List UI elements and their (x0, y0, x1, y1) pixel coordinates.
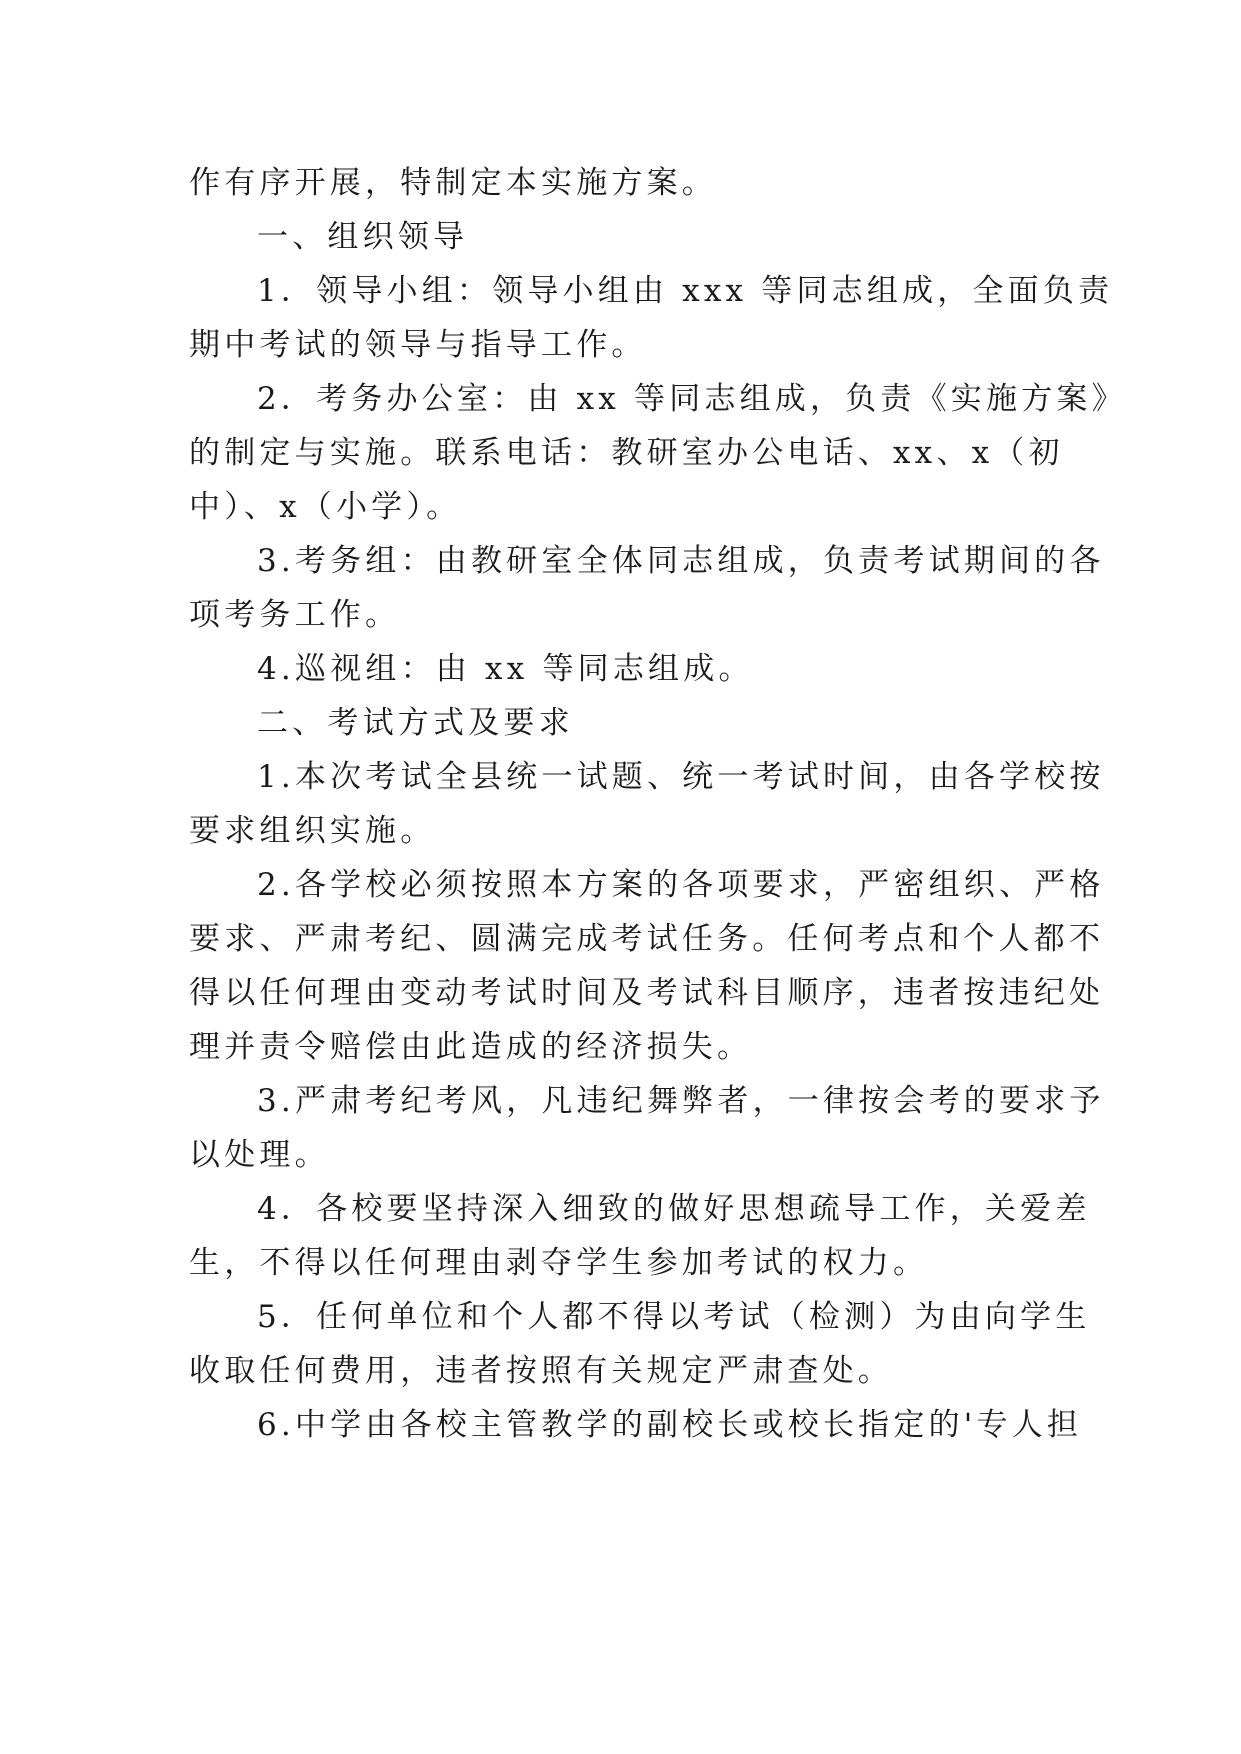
text-line: 的制定与实施。联系电话：教研室办公电话、xx、x（初 (189, 435, 1064, 471)
section-heading: 一、组织领导 (257, 219, 469, 255)
text-line: 3.严肃考纪考风，凡违纪舞弊者，一律按会考的要求予 (257, 1083, 1105, 1119)
text-line: 4.巡视组：由 xx 等同志组成。 (257, 651, 754, 687)
document-body (189, 156, 1127, 1452)
section-heading: 二、考试方式及要求 (257, 705, 574, 741)
text-line: 2.各学校必须按照本方案的各项要求，严密组织、严格 (257, 867, 1105, 903)
text-line: 3.考务组：由教研室全体同志组成，负责考试期间的各 (257, 543, 1105, 579)
text-line: 2．考务办公室：由 xx 等同志组成，负责《实施方案》 (257, 381, 1127, 417)
text-line: 收取任何费用，违者按照有关规定严肃查处。 (189, 1353, 893, 1389)
text-line: 中）、x（小学）。 (189, 489, 462, 525)
text-line: 以处理。 (189, 1137, 330, 1173)
text-line: 1．领导小组：领导小组由 xxx 等同志组成，全面负责 (257, 273, 1114, 309)
text-line: 生，不得以任何理由剥夺学生参加考试的权力。 (189, 1245, 929, 1281)
text-line: 期中考试的领导与指导工作。 (189, 327, 647, 363)
text-line: 项考务工作。 (189, 597, 401, 633)
text-line: 5．任何单位和个人都不得以考试（检测）为由向学生 (257, 1299, 1091, 1335)
text-line: 作有序开展，特制定本实施方案。 (189, 165, 717, 201)
text-line: 理并责令赔偿由此造成的经济损失。 (189, 1029, 753, 1065)
text-line: 4．各校要坚持深入细致的做好思想疏导工作，关爱差 (257, 1191, 1091, 1227)
text-line: 要求、严肃考纪、圆满完成考试任务。任何考点和个人都不 (189, 921, 1105, 957)
text-line: 6.中学由各校主管教学的副校长或校长指定的'专人担 (257, 1407, 1083, 1443)
text-line: 1.本次考试全县统一试题、统一考试时间，由各学校按 (257, 759, 1105, 795)
text-line: 得以任何理由变动考试时间及考试科目顺序，违者按违纪处 (189, 975, 1105, 1011)
text-line: 要求组织实施。 (189, 813, 436, 849)
